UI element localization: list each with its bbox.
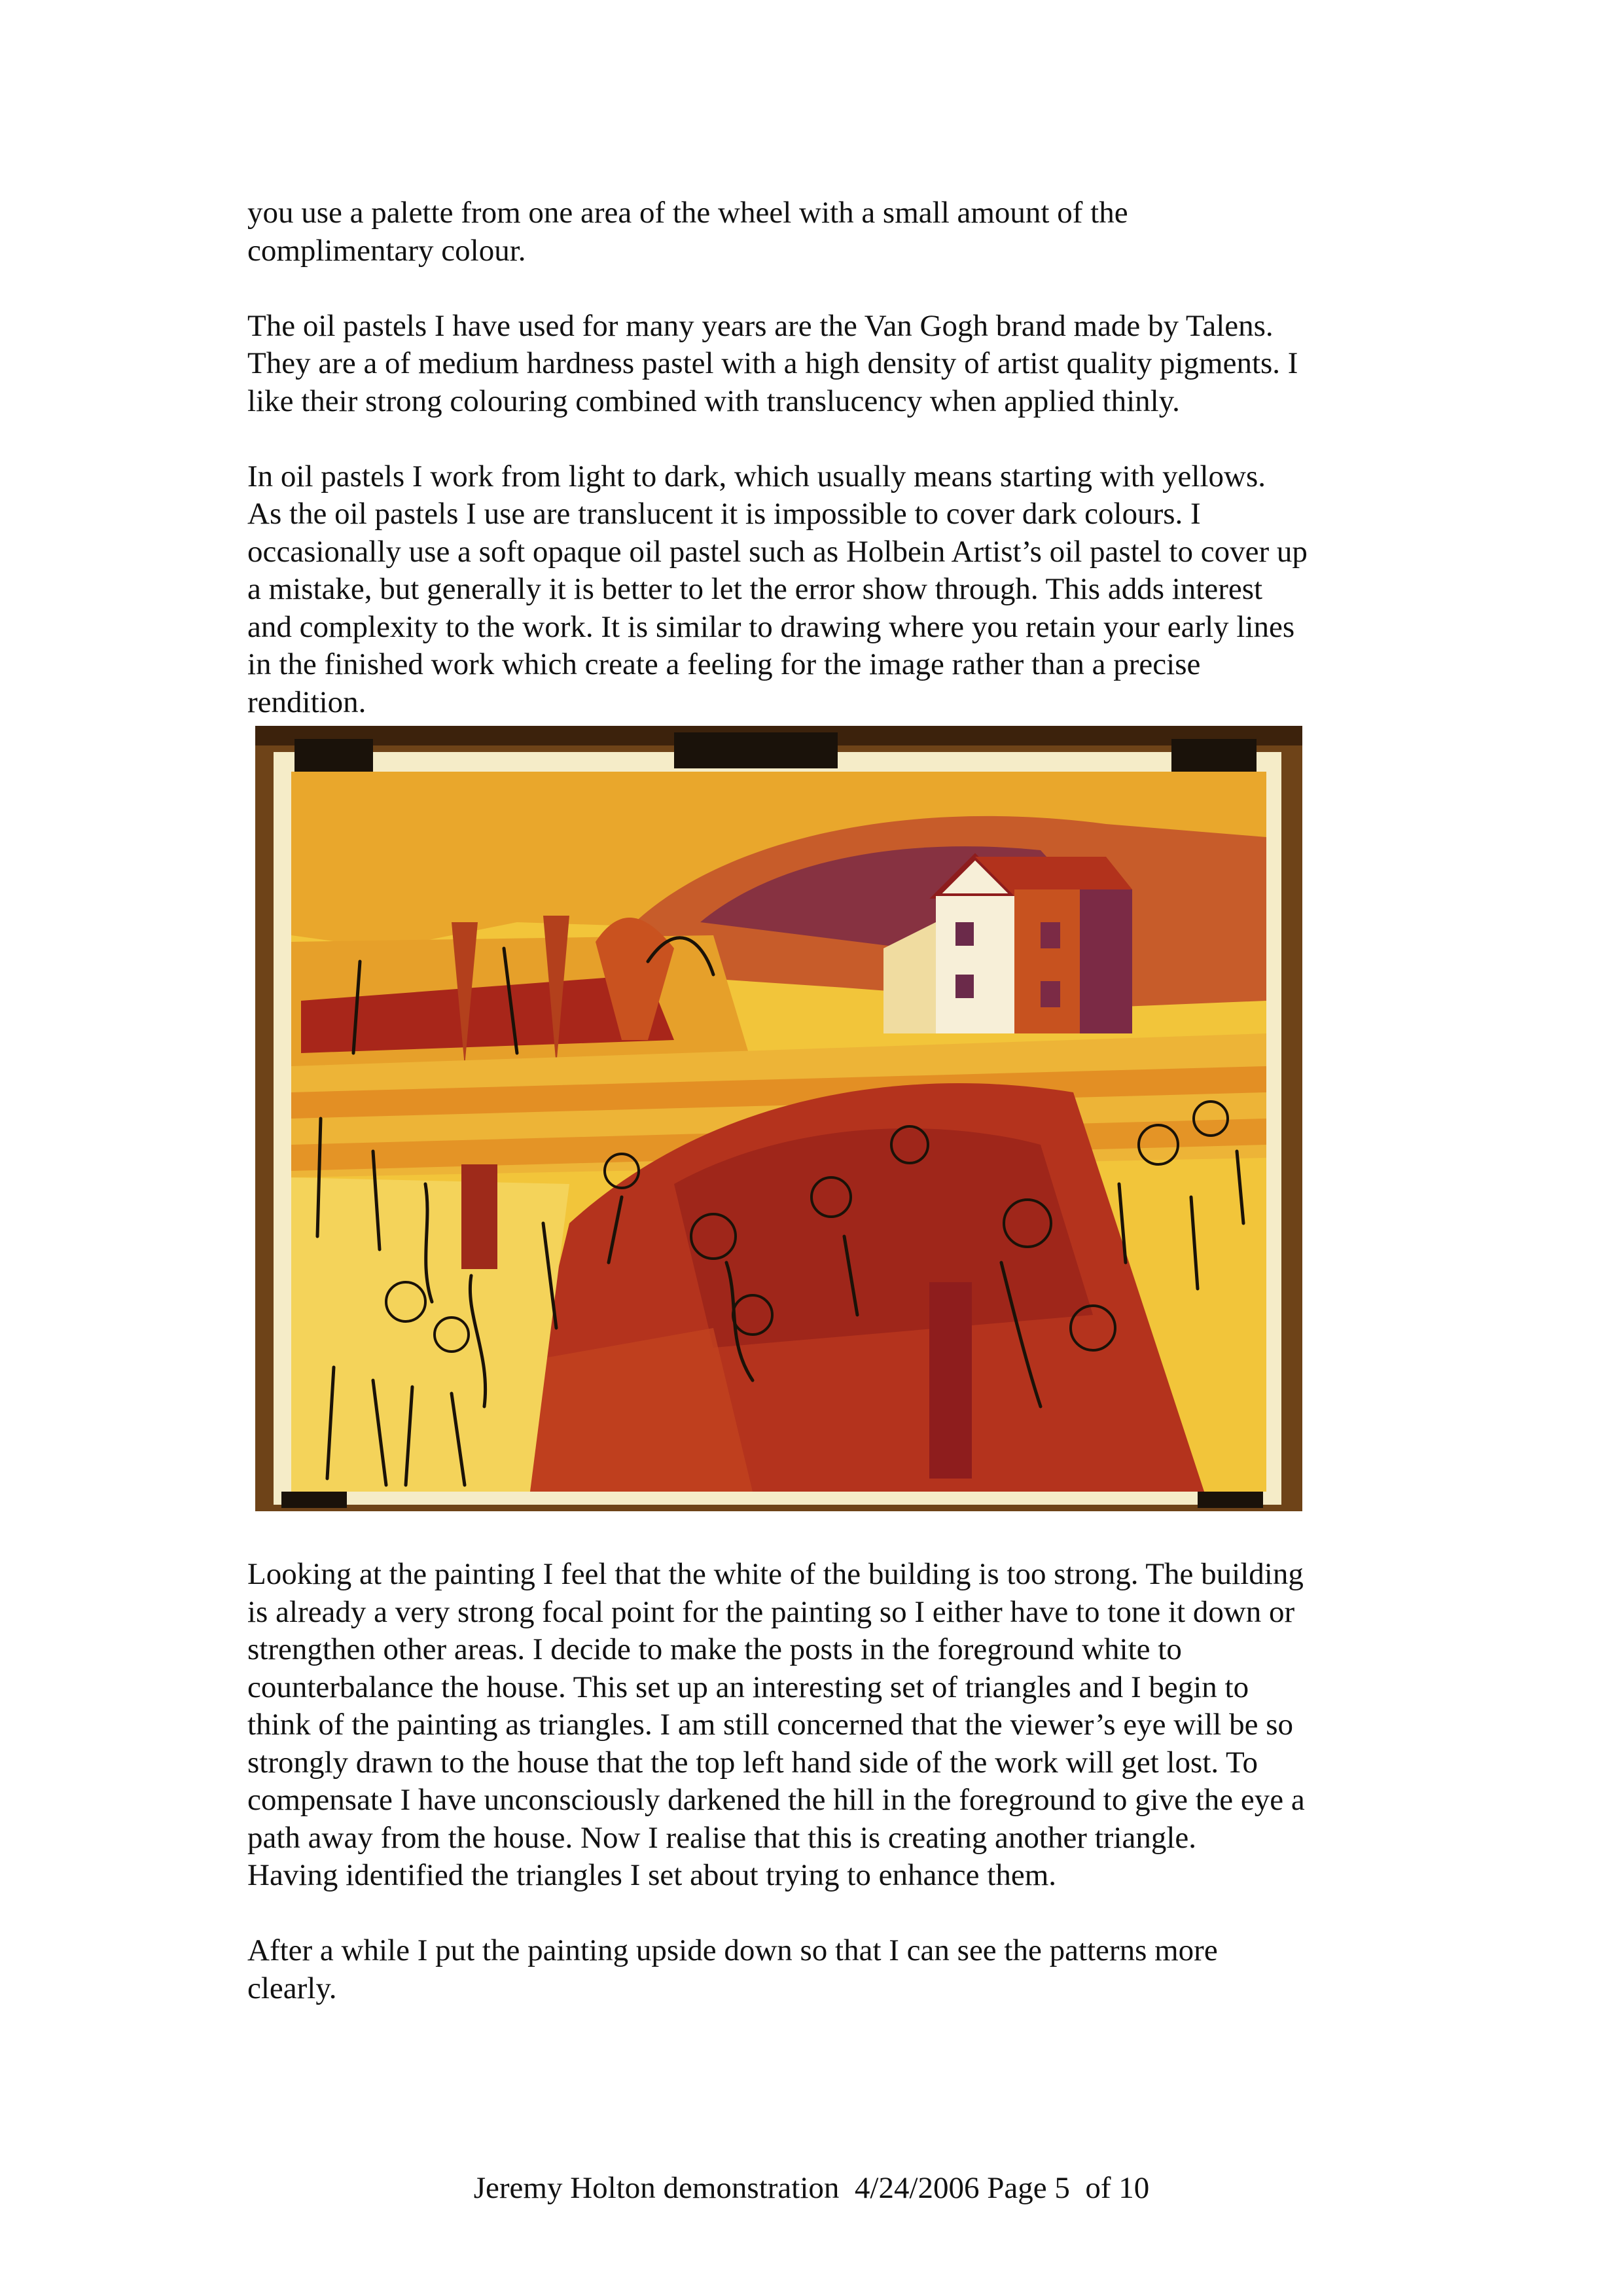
text-line: and complexity to the work. It is similar to drawing where you retain your early lines bbox=[247, 609, 1295, 644]
text-line: Having identified the triangles I set about trying to enhance them. bbox=[247, 1858, 1056, 1892]
text-line: you use a palette from one area of the wheel with a small amount of the bbox=[247, 196, 1128, 230]
text-line: As the oil pastels I use are translucent it is impossible to cover dark colours. I bbox=[247, 497, 1201, 531]
text-line: think of the painting as triangles. I am still concerned that the viewer’s eye will be so bbox=[247, 1708, 1293, 1742]
text-line: counterbalance the house. This set up an interesting set of triangles and I begin to bbox=[247, 1670, 1249, 1704]
text-line: a mistake, but generally it is better to let the error show through. This adds interest bbox=[247, 572, 1263, 606]
text-line: In oil pastels I work from light to dark, which usually means starting with yellows. bbox=[247, 459, 1266, 493]
text-line: in the finished work which create a feeling for the image rather than a precise bbox=[247, 647, 1201, 681]
text-line: Looking at the painting I feel that the white of the building is too strong. The building bbox=[247, 1557, 1304, 1591]
bottom-paragraph bbox=[247, 1932, 1399, 2007]
text-line: They are a of medium hardness pastel with a high density of artist quality pigments. I bbox=[247, 346, 1298, 380]
text-line: like their strong colouring combined with translucency when applied thinly. bbox=[247, 384, 1180, 418]
text-line: strengthen other areas. I decide to make the posts in the foreground white to bbox=[247, 1632, 1182, 1666]
page-footer: Jeremy Holton demonstration 4/24/2006 Page 5 of 10 bbox=[473, 2171, 1150, 2205]
top-paragraph bbox=[247, 194, 1399, 270]
clip-center bbox=[674, 732, 838, 768]
text-line: path away from the house. Now I realise that this is creating another triangle. bbox=[247, 1820, 1197, 1855]
text-line: occasionally use a soft opaque oil pastel such as Holbein Artist’s oil pastel to cover up bbox=[247, 534, 1308, 569]
text-line: strongly drawn to the house that the top left hand side of the work will get lost. To bbox=[247, 1745, 1258, 1780]
text-line: clearly. bbox=[247, 1971, 337, 2005]
landscape-painting bbox=[291, 772, 1266, 1492]
top-paragraph bbox=[247, 458, 1399, 722]
painting-photo bbox=[255, 726, 1302, 1511]
body-text-bottom bbox=[247, 1556, 1399, 2045]
oil-pastel-painting-image bbox=[255, 726, 1302, 1511]
text-line: is already a very strong focal point for the painting so I either have to tone it down or bbox=[247, 1594, 1295, 1629]
text-line: After a while I put the painting upside down so that I can see the patterns more bbox=[247, 1933, 1218, 1967]
text-line: rendition. bbox=[247, 685, 366, 719]
body-text-top bbox=[247, 194, 1399, 759]
text-line: complimentary colour. bbox=[247, 233, 526, 268]
post-left bbox=[461, 1164, 497, 1269]
text-line: compensate I have unconsciously darkened the hill in the foreground to give the eye a bbox=[247, 1783, 1305, 1817]
bottom-paragraph bbox=[247, 1556, 1399, 1895]
top-paragraph bbox=[247, 308, 1399, 421]
post-right bbox=[929, 1282, 972, 1479]
text-line: The oil pastels I have used for many years are the Van Gogh brand made by Talens. bbox=[247, 308, 1274, 343]
